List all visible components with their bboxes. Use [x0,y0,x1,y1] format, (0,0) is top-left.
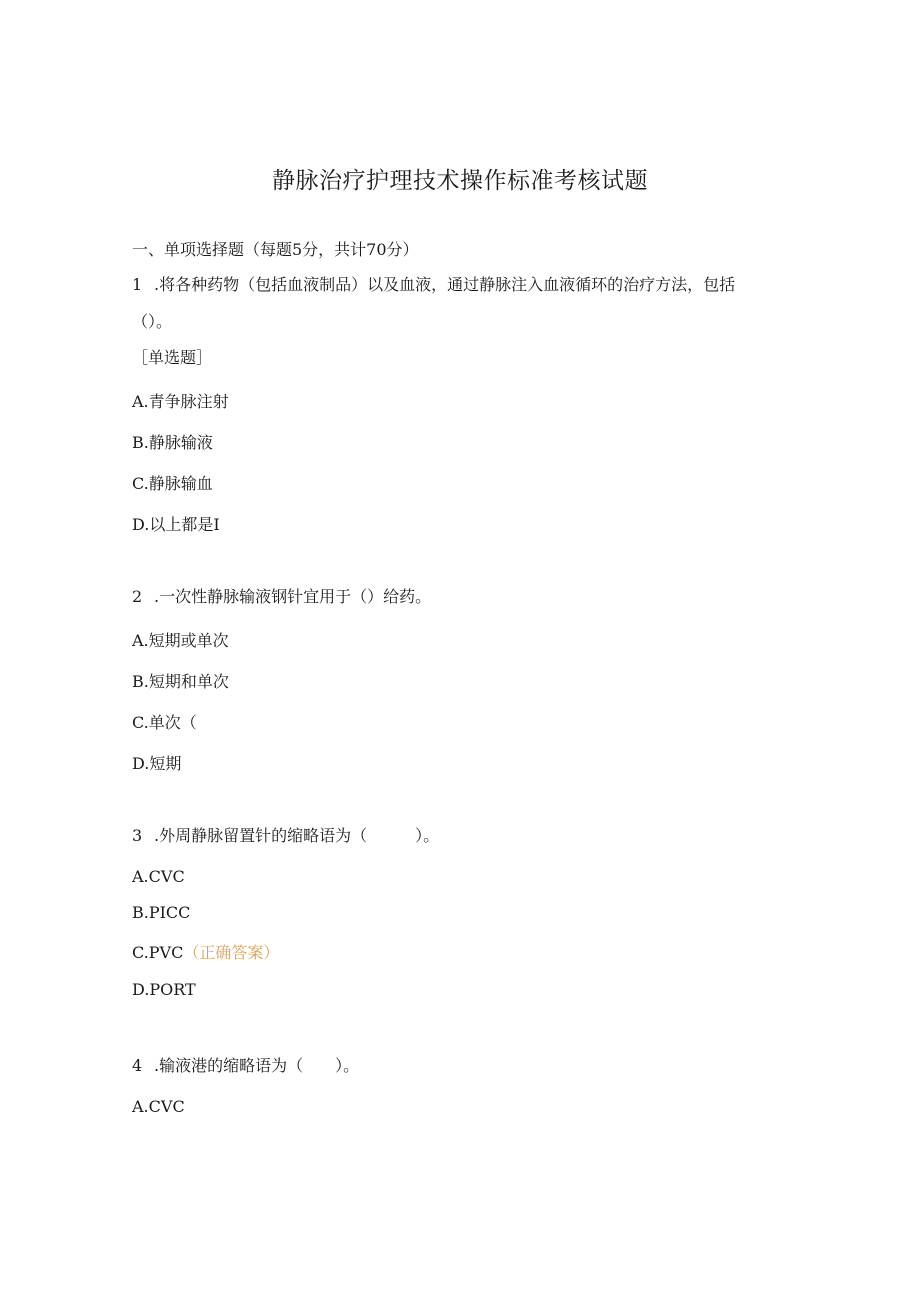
question-type-tag: ［单选题］ [132,348,213,367]
question-number: 1 [132,275,143,294]
question-2-option-b: B.短期和单次 [132,672,229,691]
question-number: 2 [132,587,143,606]
question-1-option-c: C.静脉输血 [132,474,213,493]
question-3-option-a: A.CVC [132,867,185,886]
question-4-stem [132,1053,359,1076]
question-1-stem [132,272,735,295]
question-number: 4 [132,1056,143,1075]
question-1-option-b: B.静脉输液 [132,433,213,452]
question-1-option-a: A.青争脉注射 [132,392,229,411]
question-text: .一次性静脉输液钢针宜用于（）给药。 [154,587,432,606]
question-2-option-d: D.短期 [132,754,182,773]
question-3-stem [132,823,439,846]
question-4-option-a: A.CVC [132,1097,185,1116]
question-3-option-d: D.PORT [132,980,196,999]
question-2-option-a: A.短期或单次 [132,631,229,650]
document-title: 静脉治疗护理技术操作标准考核试题 [272,168,648,194]
question-1-option-d: D.以上都是I [132,515,220,534]
question-number: 3 [132,826,143,845]
question-3-option-b: B.PICC [132,903,191,922]
question-3-option-c [132,940,279,963]
question-1-stem-continued: （）。 [132,312,173,331]
question-text: .将各种药物（包括血液制品）以及血液，通过静脉注入血液循环的治疗方法，包括 [154,275,736,294]
option-text: C.PVC [132,943,184,962]
question-2-stem [132,584,431,607]
section-heading: 一、单项选择题（每题5分，共计70分） [132,240,419,259]
question-2-option-c: C.单次（ [132,713,197,732]
correct-answer-tag: （正确答案） [183,943,280,962]
question-text: .外周静脉留置针的缩略语为（ ）。 [154,826,440,845]
question-text: .输液港的缩略语为（ ）。 [154,1056,360,1075]
